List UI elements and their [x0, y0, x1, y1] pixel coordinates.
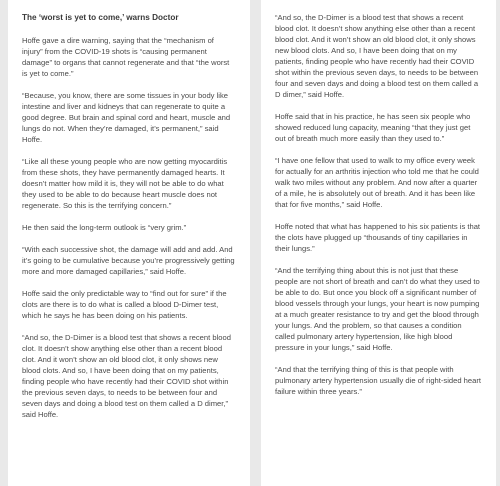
- paragraph: “And so, the D-Dimer is a blood test that shows a recent blood clot. It doesn’t show anything else other than a recent blood clot. And it won’t show an old blood clot, it only shows new blood clots. And so, I have been doing that on my patients, finding people who have recently had their COVID shot within the previous seven days, to needs to be between four and seven days and doing a blood test on them called a D dimer,” said Hoffe.: [275, 13, 479, 99]
- paragraph: He then said the long-term outlook is “very grim.”: [22, 223, 187, 232]
- paragraph: “Because, you know, there are some tissues in your body like intestine and liver and kidneys that can regenerate to quite a good degree. But brain and spinal cord and heart, muscle and lungs do not. When they’re damaged, it’s permanent,” said Hoffe.: [22, 91, 231, 144]
- paragraph: “Like all these young people who are now getting myocarditis from these shots, they have permanently damaged hearts. It doesn’t matter how mild it is, they will not be able to do what they used to be able to do because heart muscle does not regenerate. So this is the terrifying concern.”: [22, 157, 228, 210]
- paragraph: “And the terrifying thing about this is not just that these people are not short of breath and can’t do what they used to be able to do. But once you block off a significant number of blood vessels through your lungs, your heart is now pumping at a much greater resistance to try and get the blood through your lungs. And the problem, so that causes a condition called pulmonary artery hypertension, like high blood pressure in your lungs,” said Hoffe.: [275, 266, 480, 352]
- paragraph: Hoffe said that in his practice, he has seen six people who showed reduced lung capacity, meaning “that they just get out of breath much more easily than they used to.”: [275, 112, 471, 143]
- paragraph: Hoffe noted that what has happened to his six patients is that the clots have plugged up “thousands of tiny capillaries in their lungs.”: [275, 222, 481, 253]
- paragraph: “I have one fellow that used to walk to my office every week for actually for an arthritis injection who told me that he could walk two miles without any problem. And now after a quarter of a mile, he is absolutely out of breath. And it has been like that for five months,” said Hoffe.: [275, 156, 479, 209]
- paragraph: Hoffe said the only predictable way to “find out for sure” if the clots are there is to do what is called a blood D-Dimer test, which he says he has been doing on his patients.: [22, 289, 227, 320]
- left-column: [8, 0, 250, 486]
- article-heading: The ‘worst is yet to come,’ warns Doctor: [22, 13, 179, 22]
- paragraph: “And that the terrifying thing of this is that people with pulmonary artery hypertension usually die of right-sided heart failure within three years.”: [275, 365, 481, 396]
- right-column: [261, 0, 496, 486]
- paragraph: Hoffe gave a dire warning, saying that the “mechanism of injury” from the COVID-19 shots is “causing permanent damage” to organs that cannot regenerate and that “the worst is yet to come.”: [22, 36, 230, 78]
- paragraph: “With each successive shot, the damage will add and add. And it’s going to be cumulative because you’re progressively getting more and more damaged capillaries,” said Hoffe.: [22, 245, 235, 276]
- paragraph: “And so, the D-Dimer is a blood test that shows a recent blood clot. It doesn’t show anything else other than a recent blood clot. And it won’t show an old blood clot, it only shows new blood clots. And so, I have been doing that on my patients, finding people who have recently had their COVID shot within the previous seven days, to needs to be between four and seven days and doing a blood test on them called a D dimer,” said Hoffe.: [22, 333, 231, 419]
